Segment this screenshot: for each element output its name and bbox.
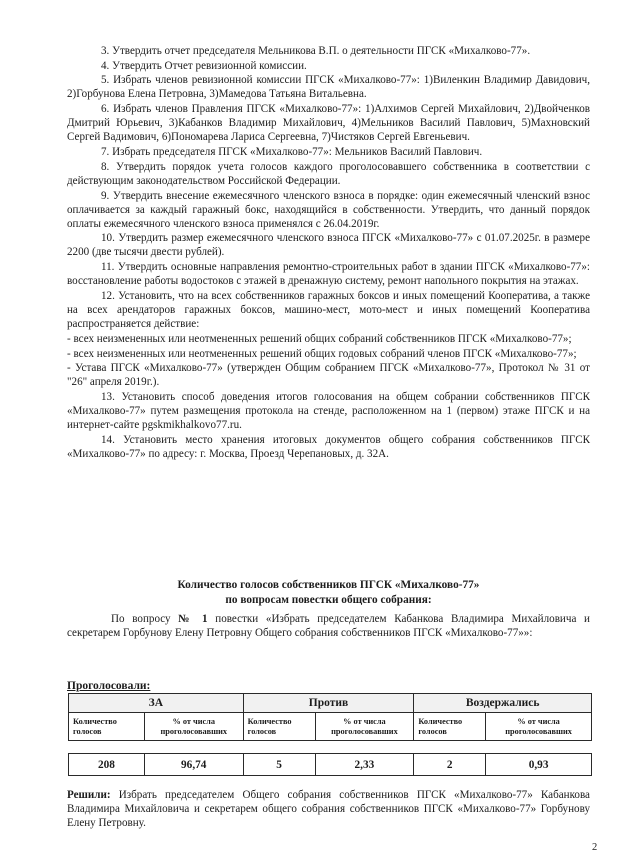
header-abstained: Воздержались bbox=[414, 694, 592, 713]
agenda-item-12-bullet-1: - всех неизмененных или неотмененных решений общих собраний собственников ПГСК «Михалково-77»; bbox=[67, 332, 572, 345]
agenda-item-7: 7. Избрать председателя ПГСК «Михалково-77»: Мельников Василий Павлович. bbox=[101, 146, 483, 159]
decision-body: Избрать председателем Общего собрания собственников ПГСК «Михалково-77» Кабанкова Владимира Михайловича и секретарем общего собрания собственников ПГСК «Михалково-77» Горбунову Елену Петровну. bbox=[67, 789, 590, 830]
votes-heading-line-1: Количество голосов собственников ПГСК «Михалково-77» bbox=[177, 579, 480, 591]
voted-label: Проголосовали: bbox=[67, 680, 151, 692]
decision-label: Решили: bbox=[67, 789, 111, 801]
votes-heading-line-2: по вопросам повестки общего собрания: bbox=[225, 593, 432, 606]
agenda-item-5: 5. Избрать членов ревизионной комиссии ПГСК «Михалково-77»: 1)Виленкин Владимир Давидович, 2)Горбунова Елена Петровна, 3)Мамедова Татьяна Витальевна. bbox=[67, 74, 590, 101]
subheader-count-for: Количество голосов bbox=[69, 713, 145, 741]
value-count-for: 208 bbox=[69, 754, 145, 776]
header-against: Против bbox=[243, 694, 414, 713]
gap-cell bbox=[243, 741, 315, 754]
votes-heading bbox=[67, 578, 590, 607]
agenda-item-4: 4. Утвердить Отчет ревизионной комиссии. bbox=[101, 59, 307, 72]
value-percent-against: 2,33 bbox=[315, 754, 414, 776]
gap-cell bbox=[69, 741, 145, 754]
value-percent-for: 96,74 bbox=[144, 754, 243, 776]
agenda-item-11: 11. Утвердить основные направления ремонтно-строительных работ в здании ПГСК «Михалково-77»: восстановление работы водостоков с этажей в дренажную систему, ремонт напольного покрытия на этажах. bbox=[67, 261, 590, 288]
gap-cell bbox=[315, 741, 414, 754]
agenda-item-6: 6. Избрать членов Правления ПГСК «Михалково-77»: 1)Алхимов Сергей Михайлович, 2)Двойченков Дмитрий Юрьевич, 3)Кабанков Владимир Михайлович, 4)Мельников Василий Павлович, 5)Махновский Сергей Вадимович, 6)Пономарева Лариса Сергеевна, 7)Чистяков Сергей Евгеньевич. bbox=[67, 103, 590, 144]
agenda-item-14: 14. Установить место хранения итоговых документов общего собрания собственников ПГСК «Михалково-77» по адресу: г. Москва, Проезд Черепановых, д. 32А. bbox=[67, 433, 590, 460]
agenda-item-9: 9. Утвердить внесение ежемесячного членского взноса в порядке: один ежемесячный членский взнос оплачивается за каждый гаражный бокс, находящийся в собственности. Утвердить, что данный порядок оплаты ежемесячного членского взноса применялся с 26.04.2019г. bbox=[67, 189, 590, 230]
agenda-item-12-bullet-3: - Устава ПГСК «Михалково-77» (утвержден Общим собранием ПГСК «Михалково-77», Протокол № 31 от "26" апреля 2019г.). bbox=[67, 362, 590, 389]
subheader-count-abstained: Количество голосов bbox=[414, 713, 486, 741]
subheader-percent-against: % от числа проголосовавших bbox=[315, 713, 414, 741]
agenda-items bbox=[67, 44, 590, 462]
subheader-percent-abstained: % от числа проголосовавших bbox=[486, 713, 592, 741]
agenda-item-13: 13. Установить способ доведения итогов голосования на общем собрании собственников ПГСК «Михалково-77» путем размещения протокола на стенде, расположенном на 1 (первом) этаже ПГСК и на интернет-сайте pgskmikhalkovo77.ru. bbox=[67, 390, 590, 432]
header-for: ЗА bbox=[69, 694, 244, 713]
gap-cell bbox=[144, 741, 243, 754]
agenda-item-12-bullet-2: - всех неизмененных или неотмененных решений общих годовых собраний членов ПГСК «Михалково-77»; bbox=[67, 347, 577, 360]
subheader-count-against: Количество голосов bbox=[243, 713, 315, 741]
table-header-row bbox=[69, 694, 592, 713]
votes-table bbox=[68, 693, 592, 776]
gap-cell bbox=[414, 741, 486, 754]
table-gap-row bbox=[69, 741, 592, 754]
question-prefix: По вопросу bbox=[111, 613, 179, 625]
value-count-against: 5 bbox=[243, 754, 315, 776]
decision-text bbox=[67, 788, 590, 830]
value-percent-abstained: 0,93 bbox=[486, 754, 592, 776]
table-values-row bbox=[69, 754, 592, 776]
table-subheader-row bbox=[69, 713, 592, 741]
gap-cell bbox=[486, 741, 592, 754]
question-number: № 1 bbox=[178, 613, 208, 625]
subheader-percent-for: % от числа проголосовавших bbox=[144, 713, 243, 741]
agenda-item-10: 10. Утвердить размер ежемесячного членского взноса ПГСК «Михалково-77» с 01.07.2025г. в размере 2200 (две тысячи двести рублей). bbox=[67, 232, 590, 259]
agenda-item-12: 12. Установить, что на всех собственников гаражных боксов и иных помещений Кооператива, а также на всех арендаторов гаражных боксов, машино-мест, мото-мест и иных помещений Кооператива распространяется действие: bbox=[67, 289, 590, 331]
agenda-item-3: 3. Утвердить отчет председателя Мельникова В.П. о деятельности ПГСК «Михалково-77». bbox=[101, 45, 531, 57]
question-text bbox=[67, 612, 590, 640]
value-count-abstained: 2 bbox=[414, 754, 486, 776]
page-number: 2 bbox=[592, 842, 598, 853]
agenda-item-8: 8. Утвердить порядок учета голосов каждого проголосовавшего собственника в соответствии с действующим законодательством Российской Федерации. bbox=[67, 160, 590, 187]
question-body: повестки «Избрать председателем Кабанкова Владимира Михайловича и секретарем Горбунову Елену Петровну Общего собрания собственников ПГСК «Михалково-77»»: bbox=[67, 613, 590, 640]
